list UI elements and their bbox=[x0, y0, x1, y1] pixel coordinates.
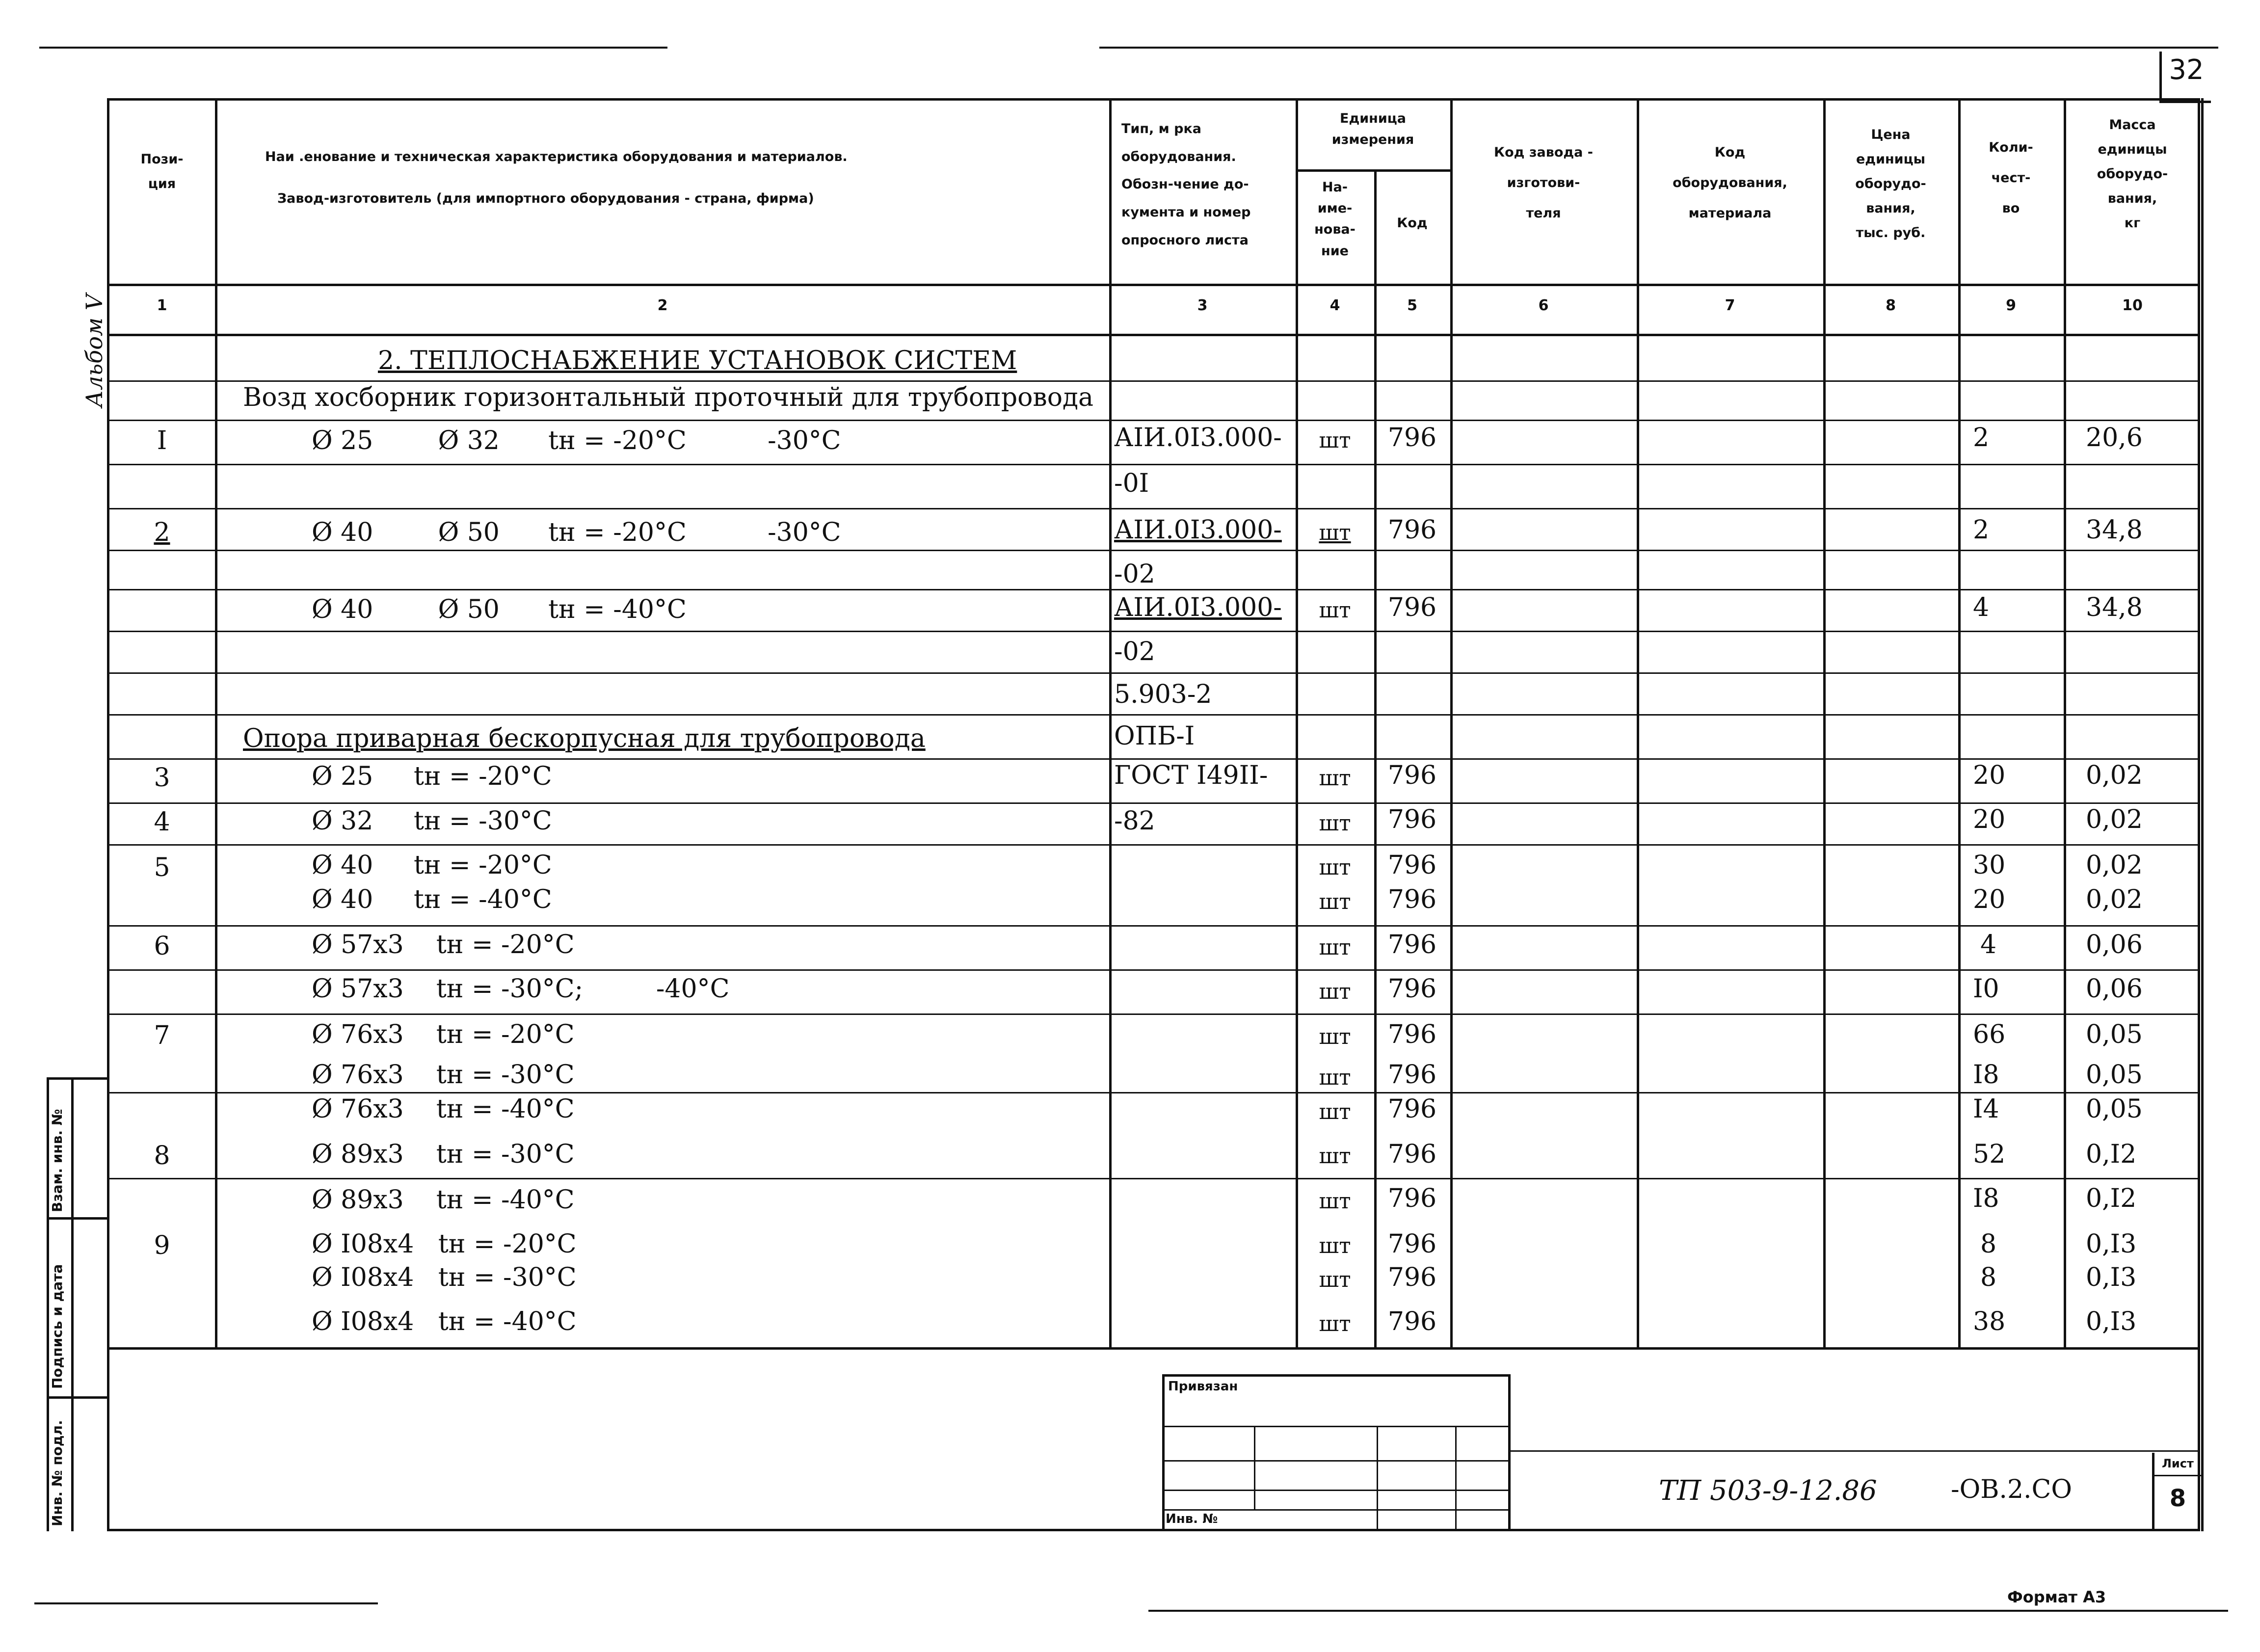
row-3-unit: шт bbox=[1319, 520, 1351, 545]
stamp-line-2 bbox=[1162, 1460, 1511, 1462]
format-label: Формат А3 bbox=[2007, 1588, 2106, 1606]
row-18-pos: 8 bbox=[154, 1141, 170, 1171]
row-14-unit: шт bbox=[1319, 979, 1351, 1004]
row-20-qty: 8 bbox=[1980, 1229, 1997, 1259]
row-11-qty: 30 bbox=[1973, 851, 2006, 880]
stamp-box bbox=[1162, 1374, 1511, 1531]
row-5-name: Ø 40 Ø 50 tн = -40°C bbox=[312, 595, 687, 624]
row-line-r2 bbox=[107, 508, 2200, 509]
row-3-name: Ø 40 Ø 50 tн = -20°C -30°C bbox=[312, 518, 841, 547]
sheet-number: 8 bbox=[2169, 1485, 2186, 1512]
row-10-name: Ø 32 tн = -30°C bbox=[312, 806, 552, 836]
stamp-line-4 bbox=[1162, 1509, 1511, 1511]
sheet-box-line bbox=[2152, 1475, 2201, 1476]
row-14-mass: 0,06 bbox=[2086, 974, 2143, 1004]
row-22-name: Ø I08x4 tн = -40°C bbox=[312, 1307, 577, 1336]
row-3-type: АIИ.0I3.000- bbox=[1114, 515, 1282, 545]
row-line-sec bbox=[107, 380, 2200, 382]
row-9-mass: 0,02 bbox=[2086, 761, 2143, 790]
colnum-1: 1 bbox=[157, 297, 167, 314]
row-9-unit: шт bbox=[1319, 766, 1351, 791]
row-1-unit: шт bbox=[1319, 428, 1351, 453]
stamp-line-1 bbox=[1162, 1426, 1511, 1427]
side-stamp-mid bbox=[71, 1077, 74, 1531]
row-14-code: 796 bbox=[1387, 974, 1437, 1004]
row-line-r9 bbox=[107, 802, 2200, 804]
row-20-mass: 0,I3 bbox=[2086, 1229, 2137, 1259]
row-12-unit: шт bbox=[1319, 889, 1351, 914]
row-21-name: Ø I08x4 tн = -30°C bbox=[312, 1263, 577, 1292]
row-10-type: -82 bbox=[1114, 806, 1155, 836]
row-11-mass: 0,02 bbox=[2086, 851, 2143, 880]
row-10-qty: 20 bbox=[1973, 805, 2006, 834]
stamp-vline-2 bbox=[1377, 1426, 1378, 1531]
album-label: Альбом V bbox=[81, 294, 107, 407]
unit-subheader-line bbox=[1296, 169, 1450, 172]
colnum-6: 6 bbox=[1538, 297, 1549, 314]
colnum-bottom-line bbox=[107, 334, 2200, 336]
header-position: Пози- ция bbox=[140, 152, 184, 191]
stamp-inv-no: Инв. № bbox=[1166, 1512, 1218, 1526]
row-line-r14 bbox=[107, 1013, 2200, 1015]
row-13-code: 796 bbox=[1387, 930, 1437, 959]
stamp-line-3 bbox=[1162, 1490, 1511, 1491]
row-18-name: Ø 89x3 tн = -30°C bbox=[312, 1140, 575, 1169]
row-5-code: 796 bbox=[1387, 593, 1437, 622]
row-3-pos: 2 bbox=[154, 518, 170, 547]
header-manufacturer-code: Код завода - изготови- теля bbox=[1494, 145, 1593, 221]
row-12-code: 796 bbox=[1387, 885, 1437, 914]
row-0-name: Возд хосборник горизонтальный проточный для трубопровода bbox=[243, 383, 1094, 412]
row-16-unit: шт bbox=[1319, 1065, 1351, 1090]
colnum-7: 7 bbox=[1725, 297, 1735, 314]
row-19-unit: шт bbox=[1319, 1189, 1351, 1214]
side-stamp-div1 bbox=[47, 1217, 108, 1220]
row-22-mass: 0,I3 bbox=[2086, 1307, 2137, 1336]
row-20-name: Ø I08x4 tн = -20°C bbox=[312, 1229, 577, 1259]
row-11-name: Ø 40 tн = -20°C bbox=[312, 851, 552, 880]
bottom-stray-line-right bbox=[1148, 1610, 2228, 1612]
row-12-name: Ø 40 tн = -40°C bbox=[312, 885, 552, 914]
row-7-type: 5.903-2 bbox=[1114, 680, 1212, 709]
row-22-unit: шт bbox=[1319, 1311, 1351, 1336]
doc-code-suffix: -ОВ.2.СО bbox=[1951, 1475, 2072, 1504]
top-stray-line-right bbox=[1099, 47, 2218, 49]
row-21-code: 796 bbox=[1387, 1263, 1437, 1292]
row-line-r3 bbox=[107, 550, 2200, 551]
stamp-vline-3 bbox=[1455, 1426, 1457, 1531]
row-4-type: -02 bbox=[1114, 560, 1155, 589]
header-unit: Единица измерения bbox=[1331, 111, 1414, 148]
row-11-code: 796 bbox=[1387, 851, 1437, 880]
row-18-mass: 0,I2 bbox=[2086, 1140, 2137, 1169]
top-stray-line-left bbox=[39, 47, 667, 49]
row-11-pos: 5 bbox=[154, 853, 170, 882]
row-18-unit: шт bbox=[1319, 1144, 1351, 1169]
doc-code-top-line bbox=[1511, 1450, 2200, 1452]
row-8-name: Опора приварная бескорпусная для трубопровода bbox=[243, 724, 926, 753]
row-line-r1 bbox=[107, 464, 2200, 465]
row-1-code: 796 bbox=[1387, 423, 1437, 453]
row-line-r7 bbox=[107, 714, 2200, 716]
row-16-name: Ø 76x3 tн = -30°C bbox=[312, 1060, 575, 1090]
row-10-mass: 0,02 bbox=[2086, 805, 2143, 834]
row-20-unit: шт bbox=[1319, 1233, 1351, 1258]
row-line-r10 bbox=[107, 844, 2200, 846]
row-19-code: 796 bbox=[1387, 1184, 1437, 1213]
header-price: Цена единицы оборудо- вания, тыс. руб. bbox=[1855, 127, 1926, 240]
row-3-code: 796 bbox=[1387, 515, 1437, 545]
header-equipment-code: Код оборудования, материала bbox=[1673, 145, 1787, 221]
row-20-code: 796 bbox=[1387, 1229, 1437, 1259]
row-14-qty: I0 bbox=[1973, 974, 1999, 1004]
header-unit-code: Код bbox=[1397, 215, 1428, 231]
row-17-qty: I4 bbox=[1973, 1094, 1999, 1124]
doc-code: ТП 503-9-12.86 bbox=[1659, 1475, 1877, 1507]
row-18-qty: 52 bbox=[1973, 1140, 2006, 1169]
colnum-10: 10 bbox=[2122, 297, 2143, 314]
row-15-qty: 66 bbox=[1973, 1020, 2006, 1049]
row-6-type: -02 bbox=[1114, 637, 1155, 666]
side-stamp-vzam: Взам. инв. № bbox=[49, 1109, 65, 1212]
row-1-qty: 2 bbox=[1973, 423, 1990, 453]
section-title: 2. ТЕПЛОСНАБЖЕНИЕ УСТАНОВОК СИСТЕМ bbox=[378, 346, 1017, 375]
colnum-5: 5 bbox=[1407, 297, 1417, 314]
row-15-code: 796 bbox=[1387, 1020, 1437, 1049]
row-22-qty: 38 bbox=[1973, 1307, 2006, 1336]
row-5-type: АIИ.0I3.000- bbox=[1114, 593, 1282, 622]
row-22-code: 796 bbox=[1387, 1307, 1437, 1336]
row-17-code: 796 bbox=[1387, 1094, 1437, 1124]
colnum-9: 9 bbox=[2006, 297, 2016, 314]
side-stamp-inv: Инв. № подл. bbox=[49, 1420, 65, 1526]
row-17-mass: 0,05 bbox=[2086, 1094, 2143, 1124]
row-9-name: Ø 25 tн = -20°C bbox=[312, 762, 552, 791]
row-14-name: Ø 57x3 tн = -30°C; -40°C bbox=[312, 974, 730, 1004]
row-12-mass: 0,02 bbox=[2086, 885, 2143, 914]
row-1-name: Ø 25 Ø 32 tн = -20°C -30°C bbox=[312, 426, 841, 455]
header-name-line2: Завод-изготовитель (для импортного оборудования - страна, фирма) bbox=[277, 191, 814, 206]
table-bottom-line bbox=[107, 1347, 2200, 1350]
row-line-r0 bbox=[107, 420, 2200, 421]
row-12-qty: 20 bbox=[1973, 885, 2006, 914]
header-mass: Масса единицы оборудо- вания, кг bbox=[2097, 117, 2168, 231]
row-5-qty: 4 bbox=[1973, 593, 1990, 622]
row-13-mass: 0,06 bbox=[2086, 930, 2143, 959]
side-stamp-podpis: Подпись и дата bbox=[49, 1264, 65, 1389]
header-unit-name: На- име- нова- ние bbox=[1314, 180, 1356, 259]
row-9-type: ГОСТ I49II- bbox=[1114, 761, 1268, 790]
row-9-code: 796 bbox=[1387, 761, 1437, 790]
row-1-mass: 20,6 bbox=[2086, 423, 2143, 453]
row-9-pos: 3 bbox=[154, 763, 170, 793]
row-17-unit: шт bbox=[1319, 1099, 1351, 1124]
colnum-2: 2 bbox=[657, 297, 668, 314]
colnum-4: 4 bbox=[1329, 297, 1340, 314]
row-line-r6 bbox=[107, 672, 2200, 674]
row-3-mass: 34,8 bbox=[2086, 515, 2143, 545]
row-line-r12 bbox=[107, 925, 2200, 927]
row-10-code: 796 bbox=[1387, 805, 1437, 834]
row-15-name: Ø 76x3 tн = -20°C bbox=[312, 1020, 575, 1049]
row-5-unit: шт bbox=[1319, 598, 1351, 623]
row-line-r5 bbox=[107, 631, 2200, 632]
row-3-qty: 2 bbox=[1973, 515, 1990, 545]
row-line-r8 bbox=[107, 758, 2200, 760]
row-21-unit: шт bbox=[1319, 1267, 1351, 1292]
row-21-mass: 0,I3 bbox=[2086, 1263, 2137, 1292]
row-line-r4 bbox=[107, 589, 2200, 590]
row-16-qty: I8 bbox=[1973, 1060, 1999, 1090]
row-13-unit: шт bbox=[1319, 935, 1351, 960]
row-11-unit: шт bbox=[1319, 855, 1351, 880]
row-2-type: -0I bbox=[1114, 469, 1149, 498]
header-name-line1: Наи .енование и техническая характеристика оборудования и материалов. bbox=[265, 149, 848, 164]
header-bottom-line bbox=[107, 284, 2200, 286]
frame-right-edge bbox=[2201, 98, 2204, 1531]
sheet-label: Лист bbox=[2162, 1457, 2194, 1470]
stamp-vline-1 bbox=[1254, 1426, 1255, 1509]
row-17-name: Ø 76x3 tн = -40°C bbox=[312, 1094, 575, 1124]
row-15-mass: 0,05 bbox=[2086, 1020, 2143, 1049]
row-5-mass: 34,8 bbox=[2086, 593, 2143, 622]
header-quantity: Коли- чест- во bbox=[1989, 140, 2033, 216]
row-15-unit: шт bbox=[1319, 1024, 1351, 1049]
colnum-3: 3 bbox=[1197, 297, 1208, 314]
row-18-code: 796 bbox=[1387, 1140, 1437, 1169]
row-1-pos: I bbox=[157, 426, 167, 455]
row-1-type: АIИ.0I3.000- bbox=[1114, 423, 1282, 453]
row-13-qty: 4 bbox=[1980, 930, 1997, 959]
colnum-8: 8 bbox=[1886, 297, 1896, 314]
row-19-qty: I8 bbox=[1973, 1184, 1999, 1213]
row-9-qty: 20 bbox=[1973, 761, 2006, 790]
row-21-qty: 8 bbox=[1980, 1263, 1997, 1292]
row-line-r13 bbox=[107, 969, 2200, 971]
row-20-pos: 9 bbox=[154, 1231, 170, 1260]
side-stamp-div2 bbox=[47, 1396, 108, 1399]
row-10-pos: 4 bbox=[154, 807, 170, 837]
row-8-type: ОПБ-I bbox=[1114, 721, 1195, 751]
row-13-pos: 6 bbox=[154, 932, 170, 961]
row-16-code: 796 bbox=[1387, 1060, 1437, 1090]
row-19-mass: 0,I2 bbox=[2086, 1184, 2137, 1213]
row-10-unit: шт bbox=[1319, 811, 1351, 836]
row-line-r16 bbox=[107, 1092, 2200, 1093]
row-line-r18 bbox=[107, 1178, 2200, 1179]
page-number: 32 bbox=[2169, 54, 2204, 86]
row-13-name: Ø 57x3 tн = -20°C bbox=[312, 930, 575, 959]
side-stamp-top bbox=[47, 1077, 108, 1080]
row-15-pos: 7 bbox=[154, 1021, 170, 1050]
row-16-mass: 0,05 bbox=[2086, 1060, 2143, 1090]
stamp-privyazan: Привязан bbox=[1168, 1379, 1238, 1394]
row-19-name: Ø 89x3 tн = -40°C bbox=[312, 1185, 575, 1215]
header-type: Тип, м рка оборудования. Обозн-чение до- кумента и номер опросного листа bbox=[1121, 121, 1251, 248]
bottom-stray-line-left bbox=[34, 1602, 378, 1604]
